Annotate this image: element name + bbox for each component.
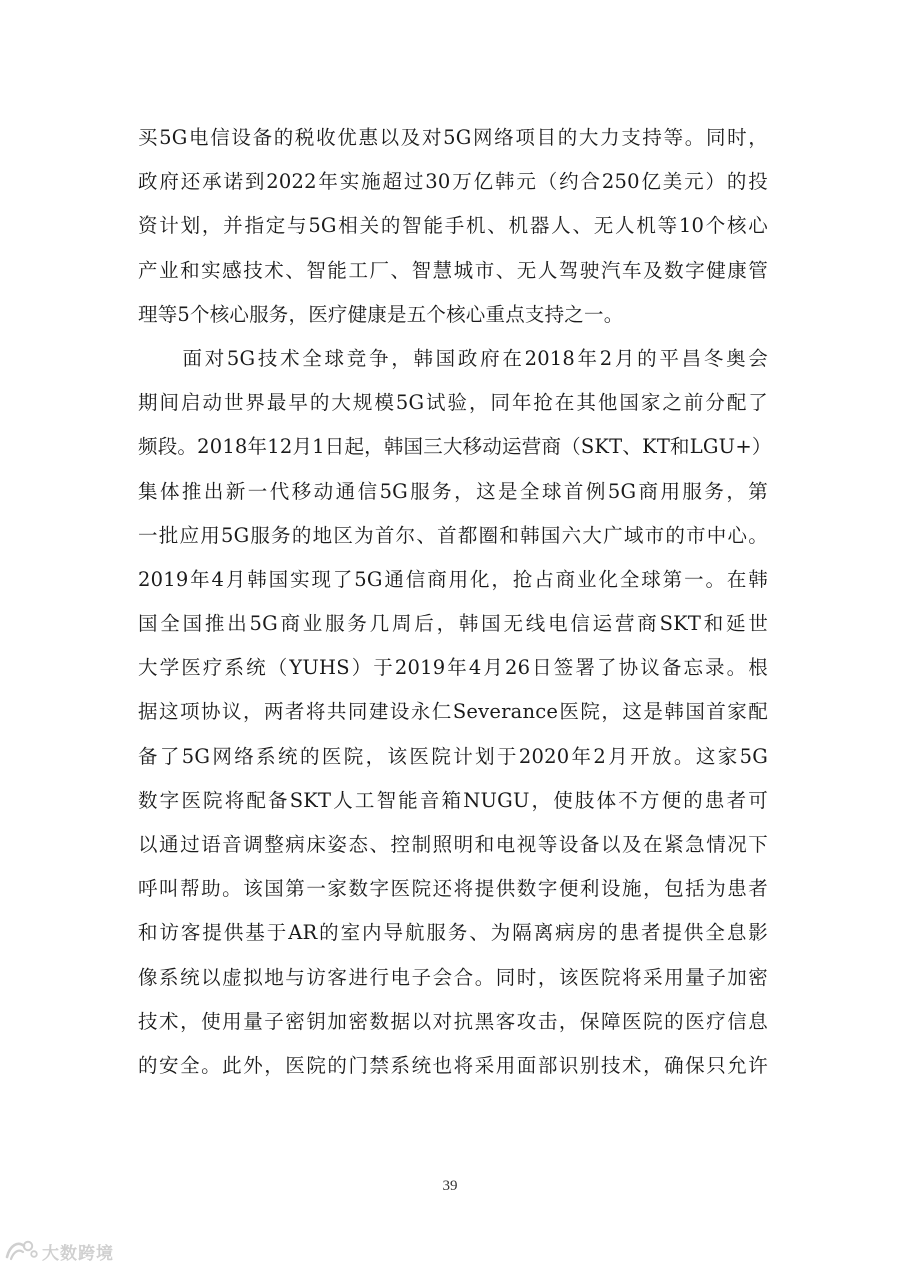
text-line-2: 政府还承诺到2022年实施超过30万亿韩元（约合250亿美元）的投 (138, 170, 768, 194)
text-line-4: 产业和实感技术、智能工厂、智慧城市、无人驾驶汽车及数字健康管 (138, 258, 768, 282)
watermark (4, 1236, 114, 1266)
page-number: 39 (442, 1178, 458, 1194)
text-line-13: 大学医疗系统（YUHS）于2019年4月26日签署了协议备忘录。根 (138, 656, 768, 680)
text-line-21: 技术，使用量子密钥加密数据以对抗黑客攻击，保障医院的医疗信息 (138, 1009, 768, 1033)
text-line-9: 集体推出新一代移动通信5G服务，这是全球首例5G商用服务，第 (138, 479, 768, 503)
text-line-6: 面对5G技术全球竞争，韩国政府在2018年2月的平昌冬奥会 (138, 346, 768, 370)
text-line-15: 备了5G网络系统的医院，该医院计划于2020年2月开放。这家5G (138, 744, 768, 768)
text-line-5: 理等5个核心服务，医疗健康是五个核心重点支持之一。 (138, 302, 624, 326)
text-line-18: 呼叫帮助。该国第一家数字医院还将提供数字便利设施，包括为患者 (138, 877, 768, 901)
text-line-22: 的安全。此外，医院的门禁系统也将采用面部识别技术，确保只允许 (138, 1053, 768, 1077)
body-text (138, 116, 772, 1088)
text-line-19: 和访客提供基于AR的室内导航服务、为隔离病房的患者提供全息影 (138, 921, 768, 945)
text-line-12: 国全国推出5G商业服务几周后，韩国无线电信运营商SKT和延世 (138, 612, 768, 636)
watermark-logo-icon (4, 1237, 38, 1265)
text-line-14: 据这项协议，两者将共同建设永仁Severance医院，这是韩国首家配 (138, 700, 768, 724)
watermark-text: 大数跨境 (42, 1243, 114, 1264)
text-line-7: 期间启动世界最早的大规模5G试验，同年抢在其他国家之前分配了 (138, 391, 768, 415)
text-line-17: 以通过语音调整病床姿态、控制照明和电视等设备以及在紧急情况下 (138, 833, 768, 856)
text-line-11: 2019年4月韩国实现了5G通信商用化，抢占商业化全球第一。在韩 (138, 567, 768, 591)
text-line-20: 像系统以虚拟地与访客进行电子会合。同时，该医院将采用量子加密 (138, 965, 768, 989)
text-line-1: 买5G电信设备的税收优惠以及对5G网络项目的大力支持等。同时， (138, 126, 768, 149)
text-line-3: 资计划，并指定与5G相关的智能手机、机器人、无人机等10个核心 (138, 214, 768, 238)
text-line-8: 频段。2018年12月1日起，韩国三大移动运营商（SKT、KT和LGU+） (138, 435, 772, 459)
text-line-16: 数字医院将配备SKT人工智能音箱NUGU，使肢体不方便的患者可 (138, 788, 768, 812)
text-line-10: 一批应用5G服务的地区为首尔、首都圈和韩国六大广域市的市中心。 (138, 523, 768, 547)
